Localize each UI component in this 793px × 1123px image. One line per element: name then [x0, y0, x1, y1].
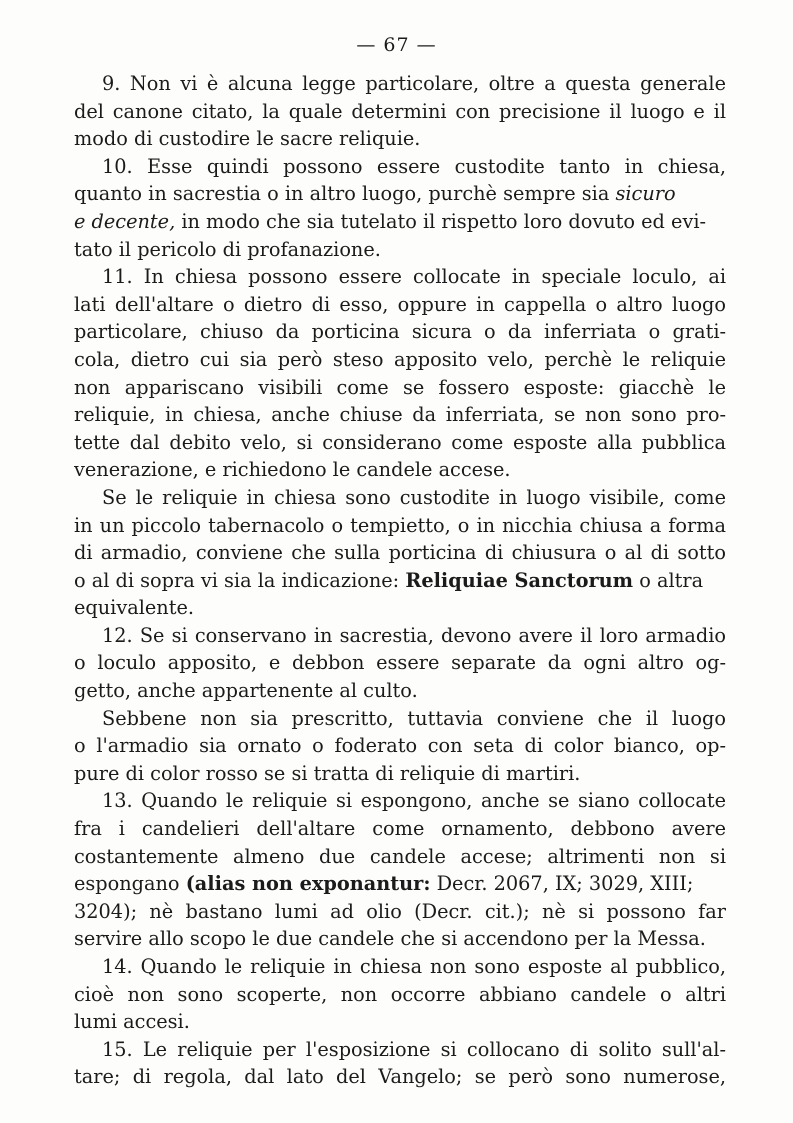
text-line	[74, 70, 726, 98]
line-text: reliquie, in chiesa, anche chiuse da inferriata, se non sono pro-	[74, 403, 726, 427]
line-text: 13. Quando le reliquie si espongono, anche se siano collocate	[102, 789, 726, 813]
text-line	[74, 567, 726, 595]
text-line	[74, 732, 726, 760]
text-line	[74, 594, 726, 622]
line-text: di armadio, conviene che sulla porticina di chiusura o al di sotto	[74, 541, 726, 565]
line-text: quanto in sacrestia o in altro luogo, purchè sempre sia	[74, 182, 610, 206]
bold-text: Reliquiae Sanctorum	[405, 568, 634, 592]
text-line	[74, 512, 726, 540]
text-line	[74, 291, 726, 319]
text-line	[74, 953, 726, 981]
text-line	[74, 539, 726, 567]
text-line	[74, 208, 726, 236]
line-text: pure di color rosso se si tratta di reliquie di martiri.	[74, 761, 581, 785]
text-line	[74, 153, 726, 181]
text-line	[74, 318, 726, 346]
line-text: venerazione, e richiedono le candele accese.	[74, 458, 511, 482]
line-text: 11. In chiesa possono essere collocate in speciale loculo, ai	[102, 265, 726, 289]
line-text: o al di sopra vi sia la indicazione:	[74, 568, 400, 592]
text-line	[74, 870, 726, 898]
line-text: 12. Se si conservano in sacrestia, devono avere il loro armadio	[102, 623, 726, 647]
text-line	[74, 401, 726, 429]
text-line	[74, 1036, 726, 1064]
line-text: in modo che sia tutelato il rispetto loro dovuto ed evi-	[175, 209, 707, 233]
line-text: 15. Le reliquie per l'esposizione si collocano di solito sull'al-	[102, 1037, 726, 1061]
line-text: cioè non sono scoperte, non occorre abbiano candele o altri	[74, 982, 726, 1006]
text-line	[74, 1063, 726, 1091]
line-text: lati dell'altare o dietro di esso, oppure in cappella o altro luogo	[74, 292, 726, 316]
text-line	[74, 180, 726, 208]
text-line	[74, 760, 726, 788]
text-line	[74, 456, 726, 484]
line-text: particolare, chiuso da porticina sicura o da inferriata o grati-	[74, 320, 726, 344]
line-text: 9. Non vi è alcuna legge particolare, oltre a questa generale	[102, 72, 726, 95]
line-text: espongano	[74, 872, 180, 896]
text-line	[74, 346, 726, 374]
line-text: 3204); nè bastano lumi ad olio (Decr. cit.); nè si possono far	[74, 899, 726, 923]
line-text: o l'armadio sia ornato o foderato con seta di color bianco, op-	[74, 734, 726, 758]
text-line	[74, 263, 726, 291]
line-text: Sebbene non sia prescritto, tuttavia conviene che il luogo	[102, 706, 726, 730]
text-line	[74, 429, 726, 457]
page-number: — 67 —	[356, 34, 437, 56]
line-text: fra i candelieri dell'altare come ornamento, debbono avere	[74, 817, 726, 841]
line-text: servire allo scopo le due candele che si accendono per la Messa.	[74, 927, 706, 951]
text-line	[74, 622, 726, 650]
line-text: del canone citato, la quale determini con precisione il luogo e il	[74, 99, 726, 123]
line-text: getto, anche appartenente al culto.	[74, 679, 418, 703]
italic-text: sicuro	[615, 182, 676, 206]
line-text: equivalente.	[74, 596, 195, 620]
bold-text: (alias non exponantur:	[185, 872, 431, 896]
text-line	[74, 898, 726, 926]
line-text: tette dal debito velo, si considerano come esposte alla pubblica	[74, 430, 726, 454]
text-line	[74, 484, 726, 512]
text-line	[74, 1008, 726, 1036]
line-text: tato il pericolo di profanazione.	[74, 237, 381, 261]
line-text: lumi accesi.	[74, 1010, 190, 1034]
italic-text: e decente,	[74, 209, 176, 233]
line-text: costantemente almeno due candele accese; altrimenti non si	[74, 844, 726, 868]
text-line	[74, 374, 726, 402]
text-line	[74, 815, 726, 843]
text-line	[74, 236, 726, 264]
line-text: tare; di regola, dal lato del Vangelo; se però sono numerose,	[74, 1065, 726, 1089]
text-line	[74, 649, 726, 677]
line-text: in un piccolo tabernacolo o tempietto, o in nicchia chiusa a forma	[74, 513, 726, 537]
line-text: 10. Esse quindi possono essere custodite tanto in chiesa,	[102, 154, 726, 178]
text-line	[74, 125, 726, 153]
text-line	[74, 843, 726, 871]
line-text: Decr. 2067, IX; 3029, XIII;	[430, 872, 694, 896]
text-line	[74, 705, 726, 733]
text-line	[74, 787, 726, 815]
text-line	[74, 677, 726, 705]
body-text	[74, 70, 726, 1091]
text-line	[74, 925, 726, 953]
line-text: 14. Quando le reliquie in chiesa non sono esposte al pubblico,	[102, 955, 726, 978]
line-text: o altra	[633, 568, 704, 592]
line-text: Se le reliquie in chiesa sono custodite in luogo visibile, come	[102, 485, 726, 509]
line-text: modo di custodire le sacre reliquie.	[74, 127, 421, 151]
text-line	[74, 98, 726, 126]
line-text: cola, dietro cui sia però steso apposito velo, perchè le reliquie	[74, 347, 726, 371]
line-text: o loculo apposito, e debbon essere separate da ogni altro og-	[74, 651, 726, 675]
text-line	[74, 981, 726, 1009]
line-text: non appariscano visibili come se fossero esposte: giacchè le	[74, 375, 726, 399]
